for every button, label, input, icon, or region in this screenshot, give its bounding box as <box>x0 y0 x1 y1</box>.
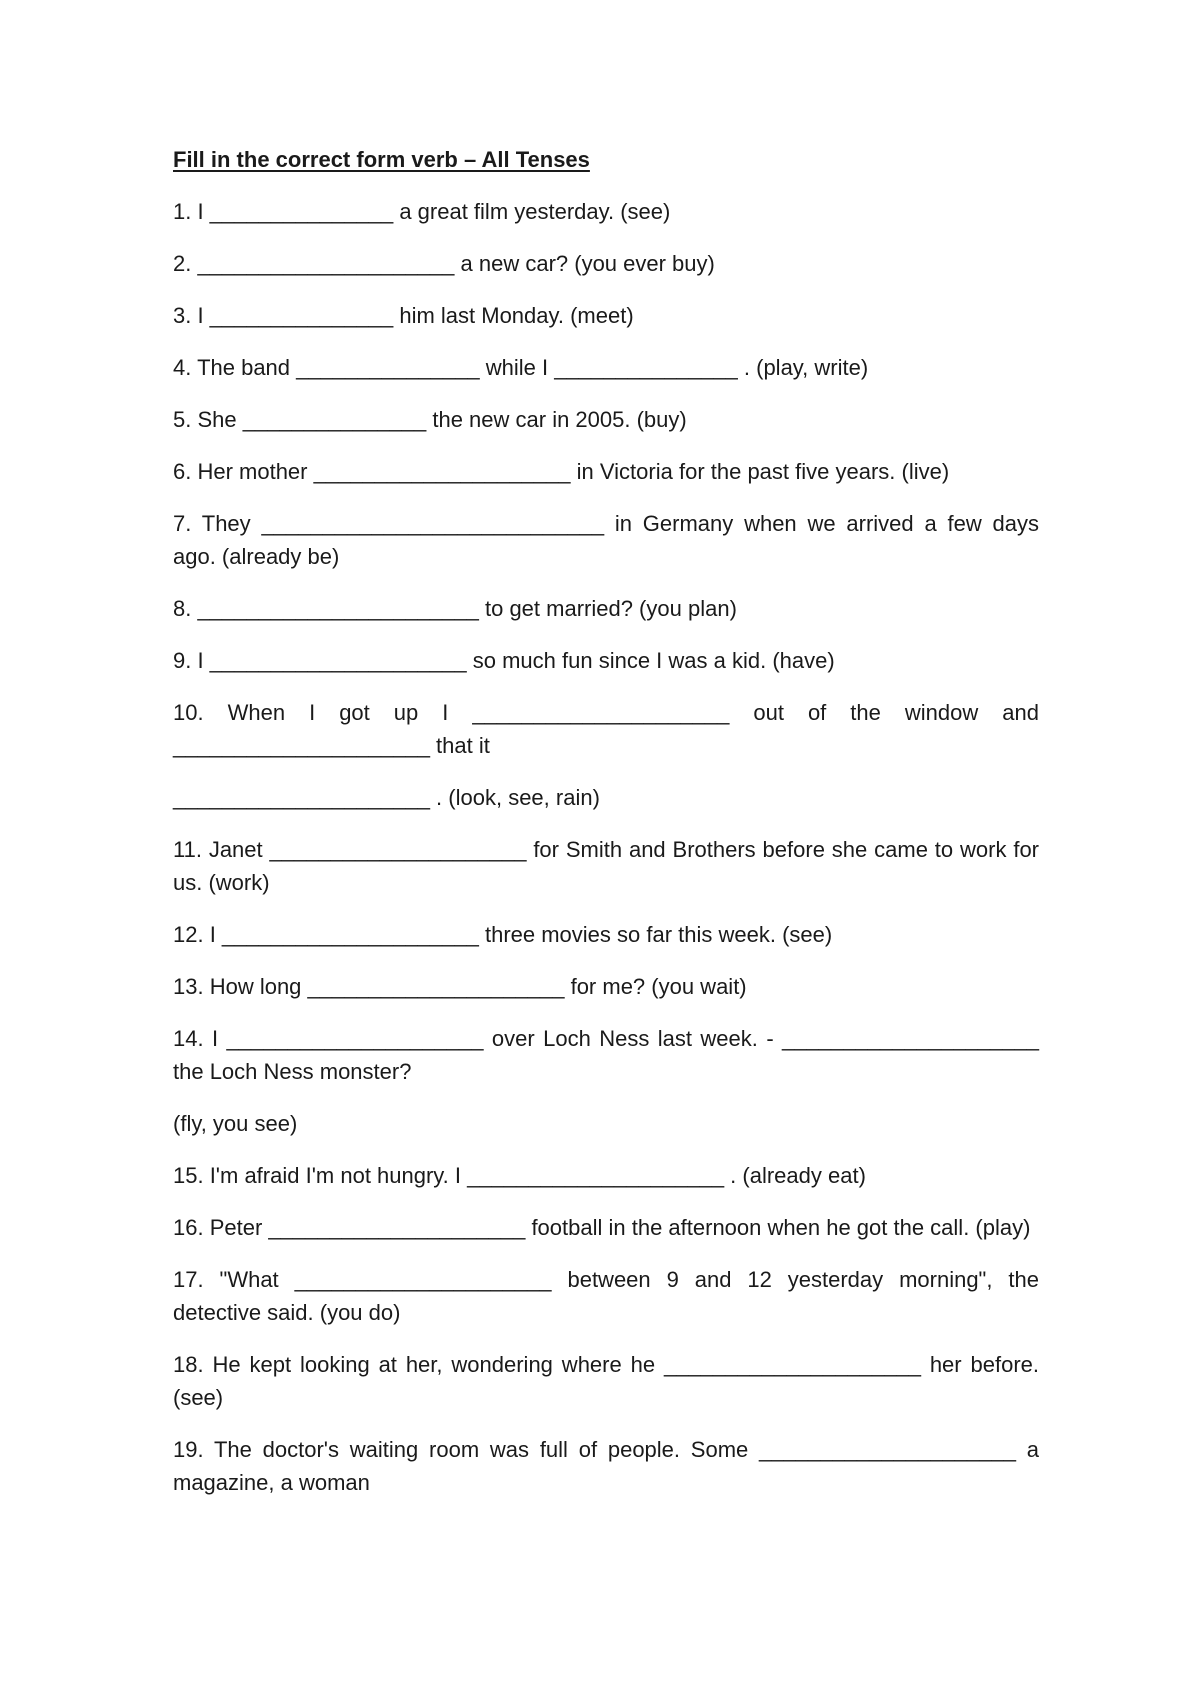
question-15: 15. I'm afraid I'm not hungry. I _____________________ . (already eat) <box>173 1163 866 1188</box>
question-12: 12. I _____________________ three movies so far this week. (see) <box>173 922 833 947</box>
question-5: 5. She _______________ the new car in 2005. (buy) <box>173 407 687 432</box>
question-7: 7. They ____________________________ in Germany when we arrived a few days ago. (already be) <box>173 511 1039 569</box>
question-11: 11. Janet _____________________ for Smith and Brothers before she came to work for us. (work) <box>173 837 1039 895</box>
question-17: 17. "What _____________________ between 9 and 12 yesterday morning", the detective said. (you do) <box>173 1267 1039 1325</box>
question-4: 4. The band _______________ while I _______________ . (play, write) <box>173 355 869 380</box>
question-19: 19. The doctor's waiting room was full of people. Some _____________________ a magazine, a woman <box>173 1437 1039 1495</box>
question-3: 3. I _______________ him last Monday. (meet) <box>173 303 634 328</box>
question-8: 8. _______________________ to get married? (you plan) <box>173 596 737 621</box>
question-18: 18. He kept looking at her, wondering where he _____________________ her before. (see) <box>173 1352 1039 1410</box>
question-14-continued: (fly, you see) <box>173 1111 298 1136</box>
question-14: 14. I _____________________ over Loch Ness last week. - _____________________ the Loch Ness monster? <box>173 1026 1039 1084</box>
question-9: 9. I _____________________ so much fun since I was a kid. (have) <box>173 648 835 673</box>
question-16: 16. Peter _____________________ football in the afternoon when he got the call. (play) <box>173 1215 1031 1240</box>
question-10-continued: _____________________ . (look, see, rain) <box>173 785 600 810</box>
worksheet-content <box>173 143 1039 1518</box>
worksheet-title: Fill in the correct form verb – All Tenses <box>173 147 590 172</box>
question-13: 13. How long _____________________ for me? (you wait) <box>173 974 747 999</box>
question-10: 10. When I got up I _____________________ out of the window and _____________________ that it <box>173 700 1039 758</box>
question-2: 2. _____________________ a new car? (you ever buy) <box>173 251 715 276</box>
question-1: 1. I _______________ a great film yesterday. (see) <box>173 199 671 224</box>
question-6: 6. Her mother _____________________ in Victoria for the past five years. (live) <box>173 459 950 484</box>
